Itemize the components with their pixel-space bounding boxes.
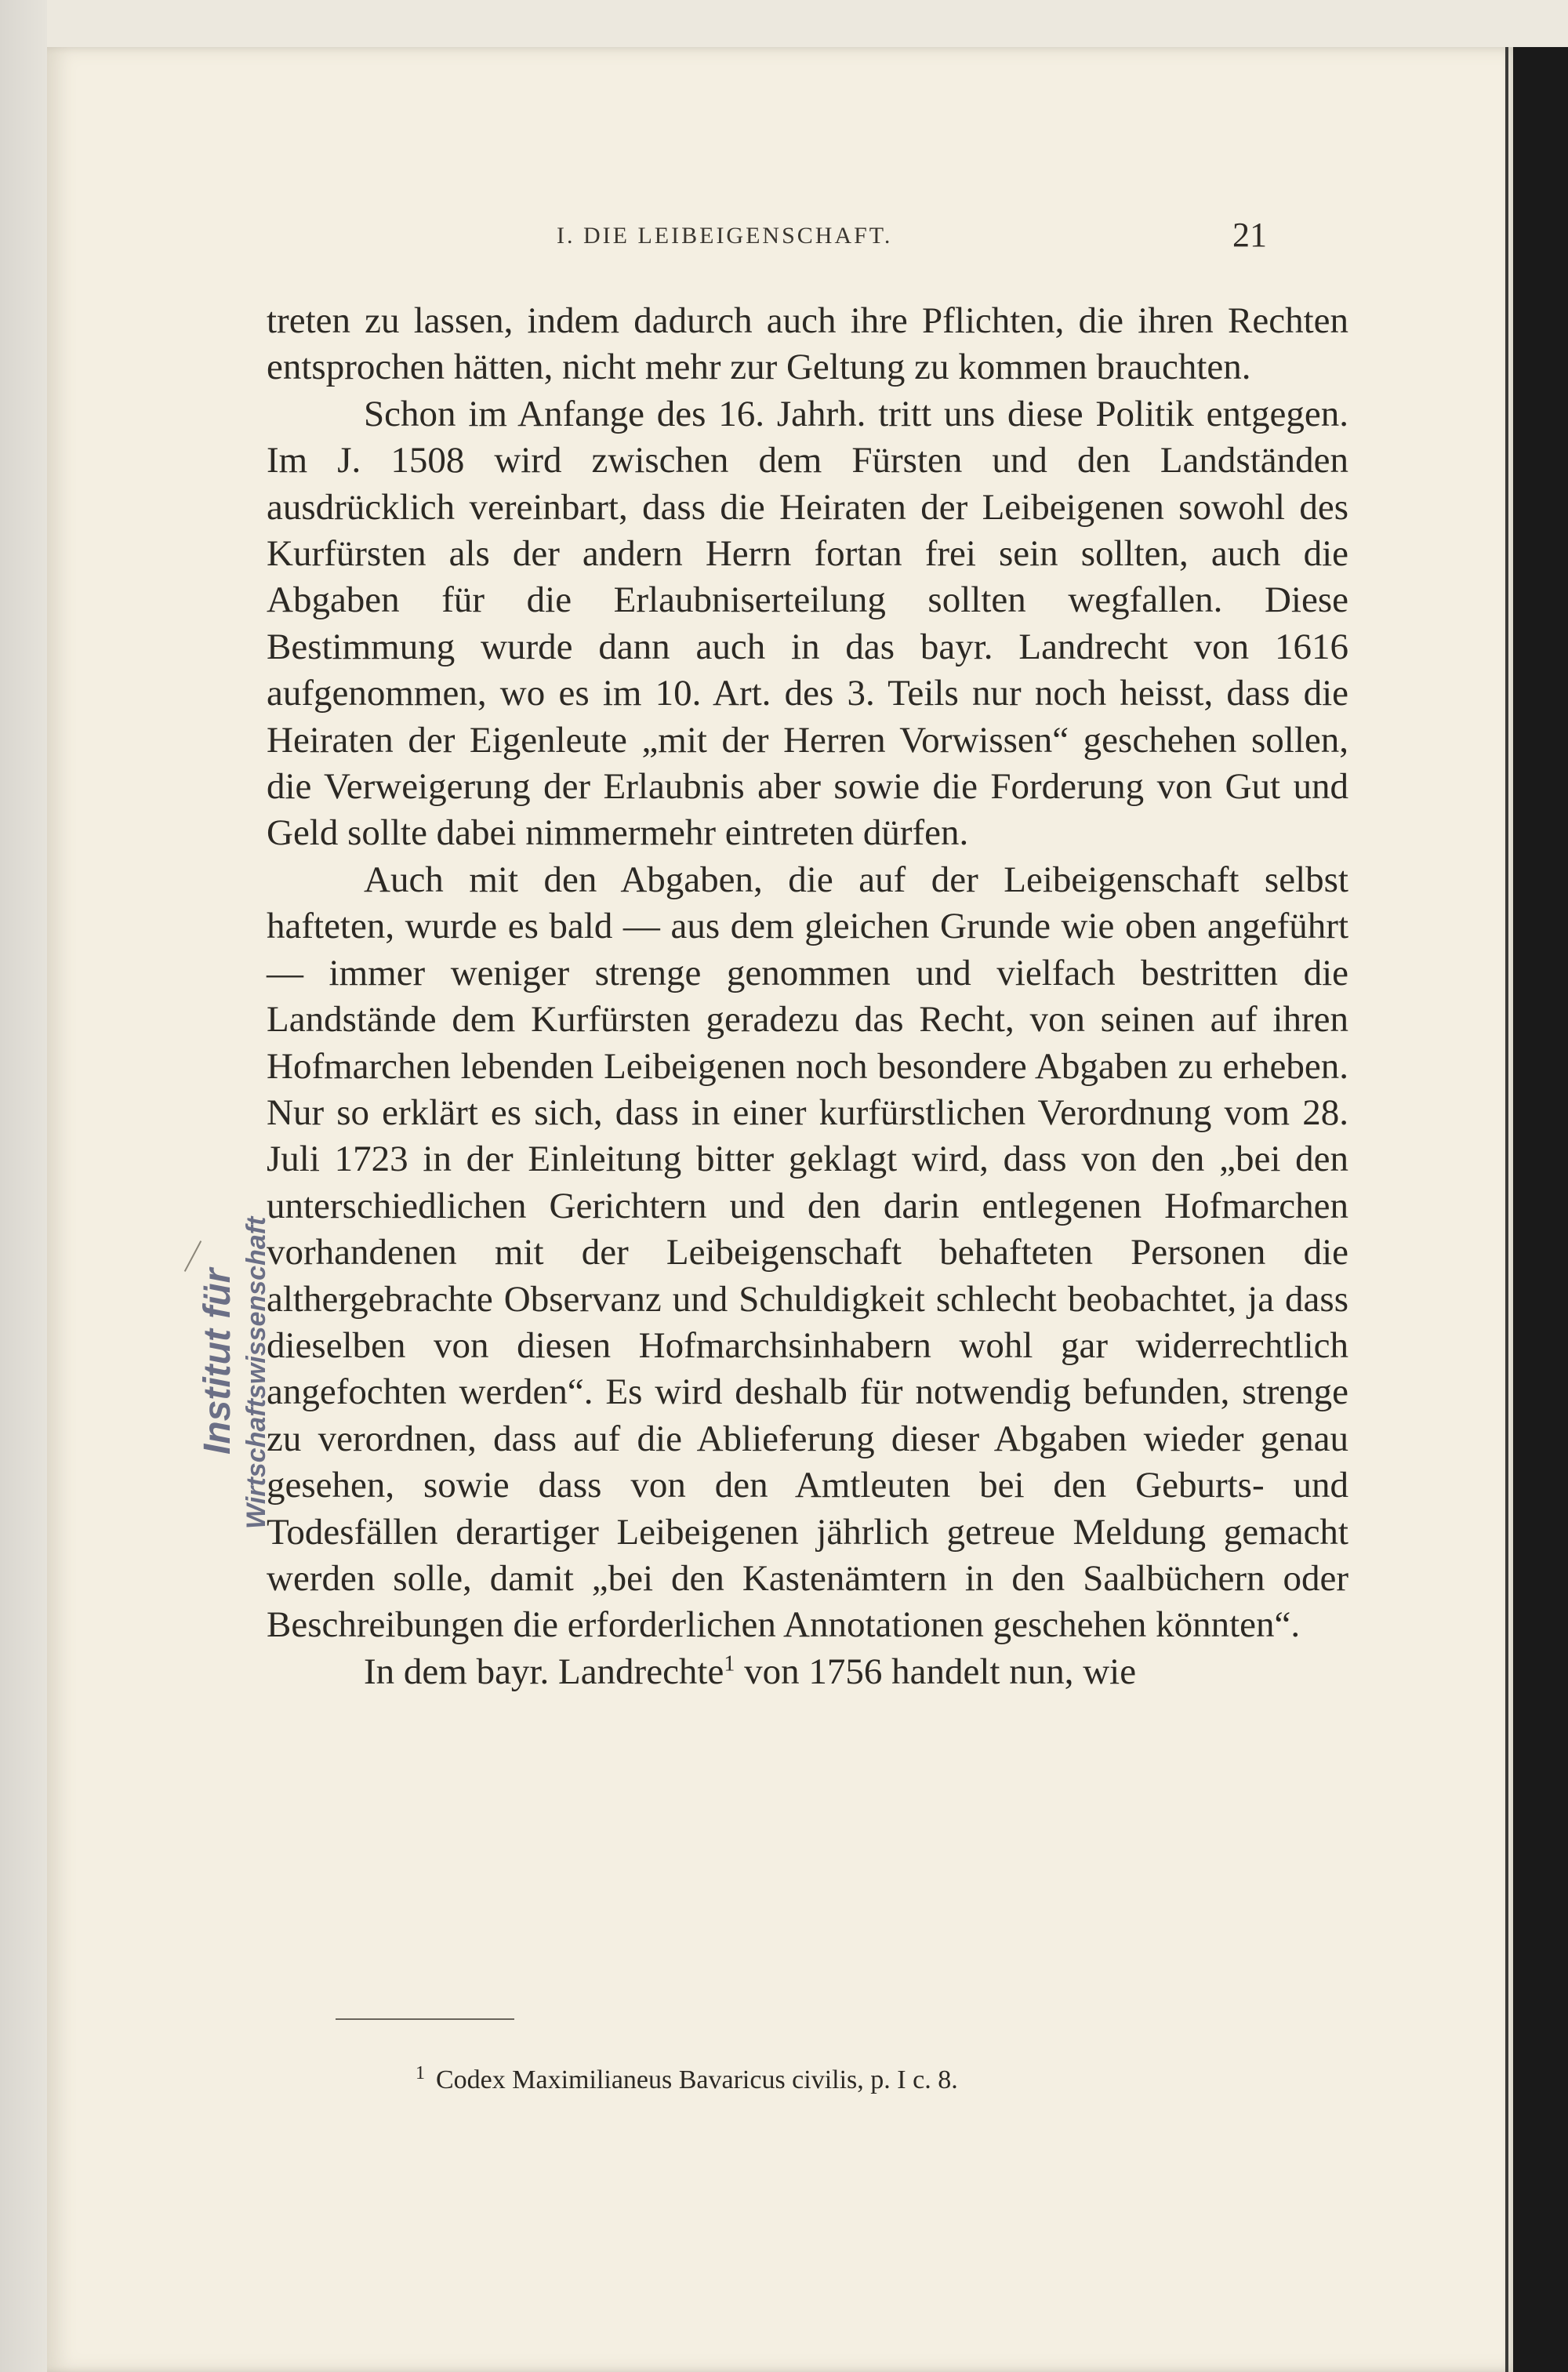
paragraph-4 [267,1649,1348,1695]
page-number: 21 [1232,216,1267,254]
paragraph-2: Schon im Anfange des 16. Jahrh. tritt uns diese Politik entgegen. Im J. 1508 wird zwischen dem Fürsten und den Landständen ausdrücklich vereinbart, dass die Heiraten der Leibeigenen sowohl des Kurfürsten als der andern Herrn fortan frei sein sollten, auch die Abgaben für die Erlaubniserteilung sollten wegfallen. Diese Bestimmung wurde dann auch in das bayr. Landrecht von 1616 aufgenommen, wo es im 10. Art. des 3. Teils nur noch heisst, dass die Heiraten der Eigenleute „mit der Herren Vorwissen“ geschehen sollen, die Verweigerung der Erlaubnis aber sowie die Forderung von Gut und Geld sollte dabei nimmermehr eintreten dürfen. [267,393,1348,854]
footnote-divider [336,2018,514,2020]
paragraph-4-lead: In dem bayr. Landrechte [364,1651,724,1692]
page-edge [1505,47,1508,2372]
library-stamp-line-2: Wirtschaftswissenschaft [241,1216,271,1529]
running-head-title: I. DIE LEIBEIGENSCHAFT. [557,223,893,249]
footnote-number: 1 [416,2062,425,2083]
footnote [416,2063,1356,2098]
paragraph-1: treten zu lassen, indem dadurch auch ihre Pflichten, die ihren Rechten entsprochen hätten, nicht mehr zur Geltung zu kommen brauchten. [267,300,1348,388]
book-page [47,47,1513,2372]
body-text [267,298,1348,1695]
library-stamp-line-1: Institut für [197,1268,238,1455]
paragraph-3: Auch mit den Abgaben, die auf der Leibeigenschaft selbst hafteten, wurde es bald — aus dem gleichen Grunde wie oben angeführt — immer weniger strenge genommen und vielfach bestritten die Landstände dem Kurfürsten geradezu das Recht, von seinen auf ihren Hofmarchen lebenden Leibeigenen noch besondere Abgaben zu erheben. Nur so erklärt es sich, dass in einer kurfürstlichen Verordnung vom 28. Juli 1723 in der Einleitung bitter geklagt wird, dass von den „bei den unterschiedlichen Gerichtern und den darin entlegenen Hofmarchen vorhandenen mit der Leibeigenschaft behafteten Personen die althergebrachte Observanz und Schuldigkeit schlecht beobachtet, ja dass dieselben von diesen Hofmarchsinhabern wohl gar widerrechtlich angefochten werden“. Es wird deshalb für notwendig befunden, strenge zu verordnen, dass auf die Ablieferung dieser Abgaben wieder genau gesehen, sowie dass von den Amtleuten bei den Geburts- und Todesfällen derartiger Leibeigenen jährlich getreue Meldung gemacht werden solle, damit „bei den Kastenämtern in den Saalbüchern oder Beschreibungen die erforderlichen Annotationen geschehen könnten“. [267,859,1348,1646]
paragraph-4-tail: von 1756 handelt nun, wie [735,1651,1137,1692]
book-edge-right [1509,47,1568,2372]
book-board-left [0,0,47,2372]
footnote-reference[interactable]: 1 [724,1651,735,1676]
footnote-text: Codex Maximilianeus Bavaricus civilis, p. I c. 8. [436,2065,958,2094]
